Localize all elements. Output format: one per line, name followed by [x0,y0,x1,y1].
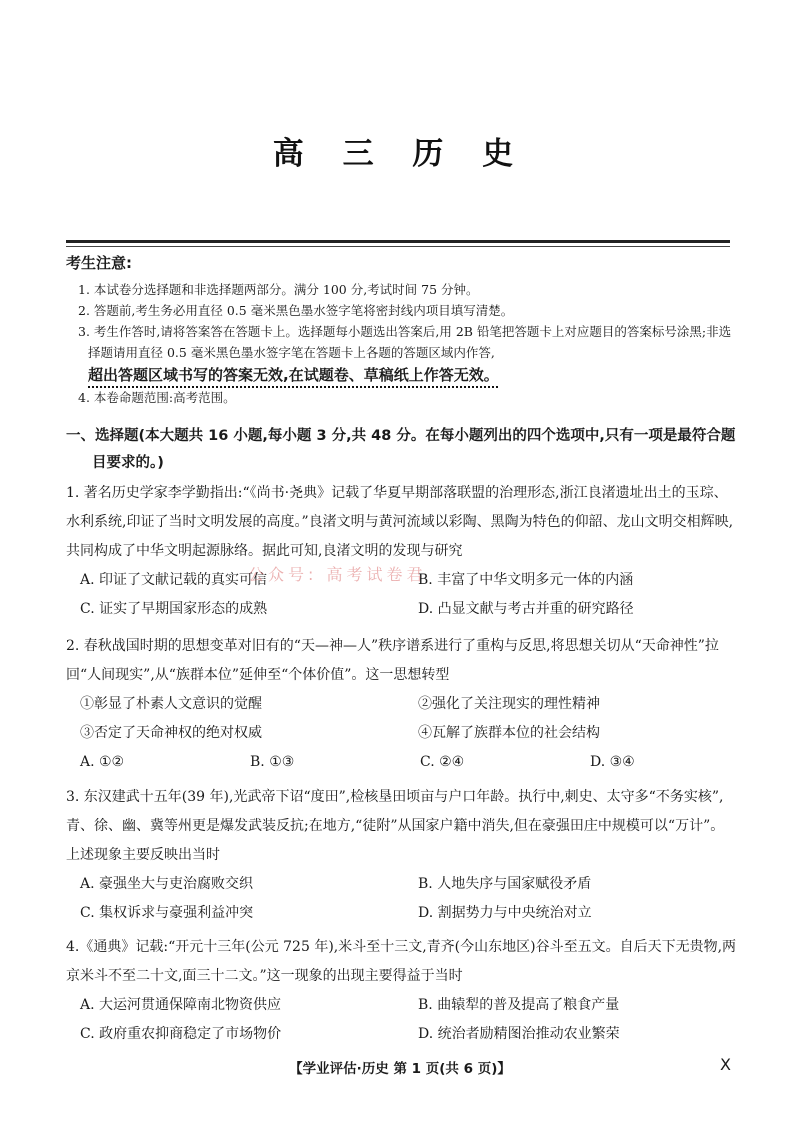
section-heading [66,423,738,477]
option-c[interactable]: C. ②④ [420,754,465,770]
option-b[interactable]: B. 曲辕犁的普及提高了粮食产量 [418,997,620,1013]
question-stem: 3. 东汉建武十五年(39 年),光武帝下诏“度田”,检核垦田顷亩与户口年龄。执行中,刺史、太守多“不务实核”,青、徐、幽、冀等州更是爆发武装反抗;在地方,“徒附”从国家户籍中消失,但在豪强田庄中规模可以“万计”。上述现象主要反映出当时 [66,789,725,863]
notice-item-3: 3. 考生作答时,请将答案答在答题卡上。选择题每小题选出答案后,用 2B 铅笔把答题卡上对应题目的答案标号涂黑;非选择题请用直径 0.5 毫米黑色墨水签字笔在答题卡上各题的答题区域内作答, [78,324,732,360]
notice-block [66,252,736,408]
page-footer: 【学业评估·历史 第 1 页(共 6 页)】 [289,1061,511,1077]
notice-emphasis: 超出答题区域书写的答案无效,在试题卷、草稿纸上作答无效。 [88,366,499,384]
question-1 [66,479,738,624]
statement-3: ③否定了天命神权的绝对权威 [80,725,262,741]
notice-item-1: 1. 本试卷分选择题和非选择题两部分。满分 100 分,考试时间 75 分钟。 [78,282,479,297]
notice-heading: 考生注意: [66,254,132,272]
option-a[interactable]: A. 豪强坐大与吏治腐败交织 [80,876,254,892]
question-2 [66,632,738,777]
divider-thick [66,240,730,243]
watermark-text: 公众号: 高考试卷君 [248,565,427,584]
question-stem: 4.《通典》记载:“开元十三年(公元 725 年),米斗至十三文,青齐(今山东地区)谷斗至五文。自后天下无贵物,两京米斗不至二十文,面三十二文。”这一现象的出现主要得益于当时 [66,939,737,984]
question-statements [66,690,738,748]
question-stem: 2. 春秋战国时期的思想变革对旧有的“天—神—人”秩序谱系进行了重构与反思,将思想关切从“天命神性”拉回“人间现实”,从“族群本位”延伸至“个体价值”。这一思想转型 [66,638,719,683]
option-b[interactable]: B. 人地失序与国家赋役矛盾 [418,876,592,892]
option-a[interactable]: A. 大运河贯通保障南北物资供应 [80,997,282,1013]
statement-1: ①彰显了朴素人文意识的觉醒 [80,696,262,712]
section-heading-line-2: 目要求的。) [92,455,164,471]
footer-mark: X [720,1055,731,1074]
section-heading-line-1: 一、选择题(本大题共 16 小题,每小题 3 分,共 48 分。在每小题列出的四个选项中,只有一项是最符合题 [66,428,736,444]
option-c[interactable]: C. 证实了早期国家形态的成熟 [80,601,268,617]
question-options [66,991,738,1049]
page-title: 高 三 历 史 [272,136,528,172]
notice-item-2: 2. 答题前,考生务必用直径 0.5 毫米黑色墨水签字笔将密封线内项目填写清楚。 [78,303,514,318]
question-options [66,566,738,624]
notice-item-4: 4. 本卷命题范围:高考范围。 [78,390,236,405]
question-4 [66,933,738,1049]
question-3 [66,783,738,928]
option-a[interactable]: A. ①② [80,754,125,770]
question-options [66,748,738,777]
option-c[interactable]: C. 政府重农抑商稳定了市场物价 [80,1026,282,1042]
option-c[interactable]: C. 集权诉求与豪强利益冲突 [80,905,254,921]
option-d[interactable]: D. 割据势力与中央统治对立 [418,905,592,921]
option-d[interactable]: D. ③④ [590,754,635,770]
statement-4: ④瓦解了族群本位的社会结构 [418,725,600,741]
option-d[interactable]: D. 凸显文献与考古并重的研究路径 [418,601,634,617]
question-stem: 1. 著名历史学家李学勤指出:“《尚书·尧典》记载了华夏早期部落联盟的治理形态,浙江良渚遗址出土的玉琮、水利系统,印证了当时文明发展的高度。”良渚文明与黄河流域以彩陶、黑陶为特色的仰韶、龙山文明交相辉映,共同构成了中华文明起源脉络。据此可知,良渚文明的发现与研究 [66,485,734,559]
option-b[interactable]: B. ①③ [250,754,295,770]
option-a[interactable]: A. 印证了文献记载的真实可信 [80,572,268,588]
statement-2: ②强化了关注现实的理性精神 [418,696,600,712]
question-options [66,870,738,928]
option-b[interactable]: B. 丰富了中华文明多元一体的内涵 [418,572,634,588]
option-d[interactable]: D. 统治者励精图治推动农业繁荣 [418,1026,620,1042]
divider-thin [66,246,730,247]
